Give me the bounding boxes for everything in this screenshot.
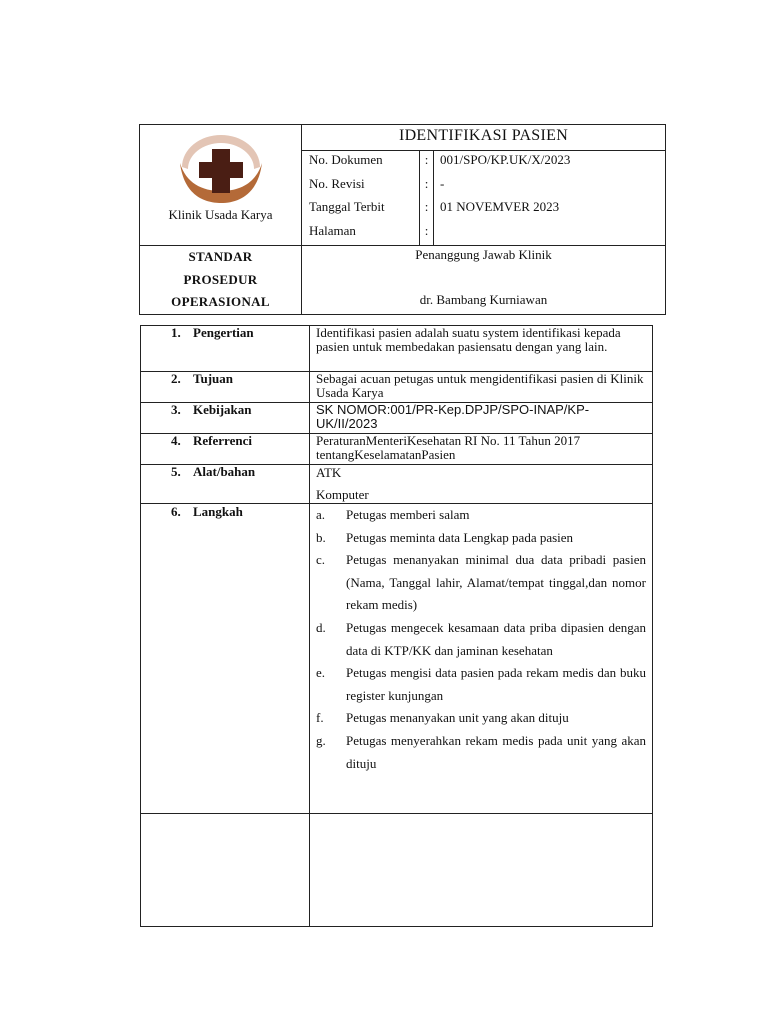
document-meta-cell [302,125,666,246]
meta-separator: : [420,222,434,246]
section-label [141,504,310,814]
spo-label-line: PROSEDUR [183,271,258,287]
responsible-cell [302,246,666,315]
empty-cell [310,814,653,927]
section-number: 1. [171,325,181,340]
medical-cross-hands-logo-icon [174,133,268,211]
step-text: Petugas menanyakan unit yang akan dituju [346,710,569,726]
table-row [141,372,653,403]
section-text: Sebagai acuan petugas untuk mengidentifikasi pasien di Klinik Usada Karya [310,372,653,403]
section-number: 2. [171,371,181,386]
list-item: ATK [316,465,342,480]
section-text: Identifikasi pasien adalah suatu system identifikasi kepada pasien untuk membedakan pasiensatu dengan yang lain. [310,326,653,372]
list-item: Komputer [316,487,369,502]
section-label [141,372,310,403]
table-row [141,814,653,927]
table-row [141,504,653,814]
spo-label-line: STANDAR [188,249,253,264]
step-text: Petugas mengisi data pasien pada rekam medis dan buku register kunjungan [346,665,646,703]
spo-label [140,246,302,315]
document-meta-grid [302,151,665,245]
section-title: Tujuan [193,371,233,386]
steps-list [316,504,646,775]
meta-value-page [434,222,665,246]
list-item [316,617,646,662]
table-row [141,326,653,372]
step-marker: d. [316,619,326,635]
meta-label: No. Revisi [302,175,420,199]
clinic-name: Klinik Usada Karya [168,207,273,222]
meta-separator: : [420,198,434,222]
section-text: PeraturanMenteriKesehatan RI No. 11 Tahun 2017 tentangKeselamatanPasien [310,434,653,465]
steps-cell [310,504,653,814]
responsible-title: Penanggung Jawab Klinik [415,247,552,262]
meta-separator: : [420,151,434,175]
section-label [141,465,310,504]
list-item [316,730,646,775]
empty-cell [141,814,310,927]
section-title: Kebijakan [193,402,252,417]
section-list [310,465,653,504]
step-marker: e. [316,665,326,681]
section-title: Pengertian [193,325,254,340]
section-number: 6. [171,504,181,519]
document-header-table [139,124,666,315]
procedure-table [140,325,653,927]
section-number: 4. [171,433,181,448]
meta-label: Tanggal Terbit [302,198,420,222]
section-title: Referrenci [193,433,252,448]
section-number: 3. [171,402,181,417]
meta-value-revision: - [440,175,445,191]
section-label [141,326,310,372]
section-title: Alat/bahan [193,464,256,479]
section-label [141,434,310,465]
list-item [316,662,646,707]
meta-value-issue-date: 01 NOVEMVER 2023 [440,199,560,214]
section-label [141,403,310,434]
table-row [141,403,653,434]
list-item [316,504,646,527]
logo-cell [140,125,302,246]
meta-value-doc-number: 001/SPO/KP.UK/X/2023 [440,152,571,167]
step-marker: c. [316,552,326,568]
meta-label: Halaman [302,222,420,246]
step-marker: g. [316,732,326,748]
section-text: SK NOMOR:001/PR-Kep.DPJP/SPO-INAP/KP-UK/II/2023 [310,403,653,434]
step-text: Petugas memberi salam [346,507,470,522]
table-row [141,465,653,504]
meta-label: No. Dokumen [302,151,420,175]
step-text: Petugas meminta data Lengkap pada pasien [346,529,574,545]
step-text: Petugas menyerahkan rekam medis pada unit yang akan dituju [346,732,646,771]
list-item [316,707,646,730]
step-text: Petugas menanyakan minimal dua data pribadi pasien (Nama, Tanggal lahir, Alamat/tempat tinggal,dan nomor rekam medis) [346,552,646,613]
section-number: 5. [171,464,181,479]
step-text: Petugas mengecek kesamaan data priba dipasien dengan data di KTP/KK dan jaminan kesehatan [346,619,646,658]
list-item [316,527,646,550]
responsible-name: dr. Bambang Kurniawan [419,292,548,307]
section-title: Langkah [193,504,243,519]
list-item [316,549,646,617]
step-marker: f. [316,710,324,726]
document-title: IDENTIFIKASI PASIEN [302,125,665,151]
meta-separator: : [420,175,434,199]
spo-label-line: OPERASIONAL [171,294,270,309]
step-marker: a. [316,507,326,522]
step-marker: b. [316,529,326,545]
table-row [141,434,653,465]
